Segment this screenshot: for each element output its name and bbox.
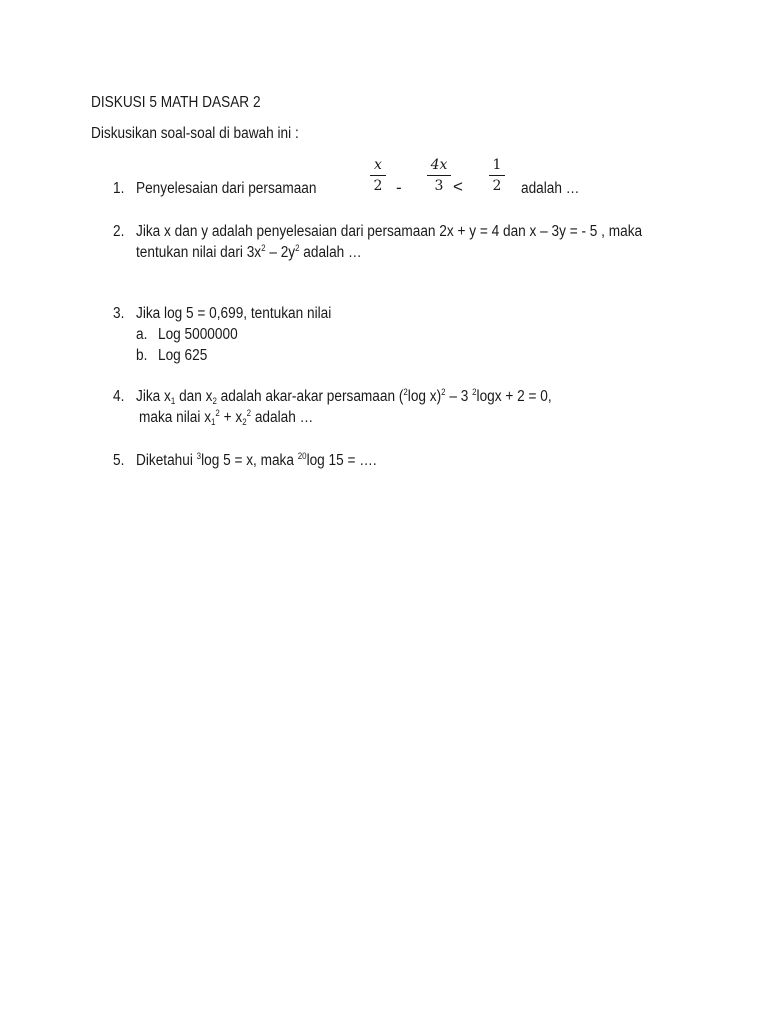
subscript: 1 (211, 417, 216, 427)
superscript: 2 (295, 243, 300, 253)
text-run: Diketahui (136, 452, 197, 469)
fraction-bar (489, 175, 505, 176)
item-3a-text: Log 5000000 (158, 326, 238, 343)
fraction-numerator: x (374, 157, 382, 173)
text-run: adalah … (299, 244, 362, 261)
superscript: 2 (261, 243, 266, 253)
item-3a-label: a. (136, 326, 148, 343)
text-run: log 5 = x, maka (201, 452, 298, 469)
text-run: adalah … (251, 409, 314, 426)
subscript: 1 (170, 396, 176, 406)
item-5-number: 5. (113, 452, 125, 469)
fraction-bar (427, 175, 451, 176)
item-2-number: 2. (113, 223, 125, 240)
item-4-line-2 (139, 409, 313, 427)
item-2-line-2 (136, 244, 362, 262)
fraction-bar (370, 175, 386, 176)
subscript: 2 (212, 396, 217, 406)
item-3-text: Jika log 5 = 0,699, tentukan nilai (136, 305, 332, 322)
fraction-1-over-2 (489, 157, 505, 194)
text-run: + x (219, 409, 243, 426)
item-1-tail: adalah … (521, 180, 580, 197)
item-1-number: 1. (113, 180, 125, 197)
fraction-numerator: 1 (492, 157, 502, 173)
minus-operator: - (396, 178, 402, 197)
item-4-number: 4. (113, 388, 125, 405)
text-run: dan x (175, 388, 213, 405)
document-title: DISKUSI 5 MATH DASAR 2 (91, 94, 261, 111)
superscript: 2 (441, 387, 446, 397)
text-run: maka nilai x (139, 409, 212, 426)
superscript: 2 (246, 408, 252, 418)
item-2-line-1: Jika x dan y adalah penyelesaian dari persamaan 2x + y = 4 dan x – 3y = - 5 , maka (136, 223, 643, 240)
text-run: log x) (407, 388, 442, 405)
text-run: Jika x (136, 388, 171, 405)
text-run: log 15 = …. (306, 452, 377, 469)
subscript: 2 (242, 417, 247, 427)
fraction-denominator: 3 (434, 178, 444, 194)
item-3b-label: b. (136, 347, 148, 364)
superscript: 2 (403, 387, 408, 397)
superscript: 20 (297, 451, 307, 461)
fraction-x-over-2 (370, 157, 386, 194)
fraction-denominator: 2 (373, 178, 383, 194)
less-than-operator: < (453, 177, 463, 196)
text-run: – 2y (265, 244, 296, 261)
item-3b-text: Log 625 (158, 347, 208, 364)
fraction-numerator: 4x (430, 157, 448, 173)
superscript: 2 (472, 387, 477, 397)
superscript: 3 (196, 451, 202, 461)
item-3-number: 3. (113, 305, 125, 322)
text-run: tentukan nilai dari 3x (136, 244, 262, 261)
item-4-line-1 (136, 388, 552, 406)
text-run: – 3 (445, 388, 473, 405)
intro-text: Diskusikan soal-soal di bawah ini : (91, 125, 299, 142)
item-5-text (136, 452, 377, 470)
text-run: logx + 2 = 0, (476, 388, 552, 405)
text-run: adalah akar-akar persamaan ( (216, 388, 404, 405)
item-1-text: Penyelesaian dari persamaan (136, 180, 317, 197)
fraction-denominator: 2 (492, 178, 502, 194)
superscript: 2 (215, 408, 220, 418)
fraction-4x-over-3 (427, 157, 451, 194)
